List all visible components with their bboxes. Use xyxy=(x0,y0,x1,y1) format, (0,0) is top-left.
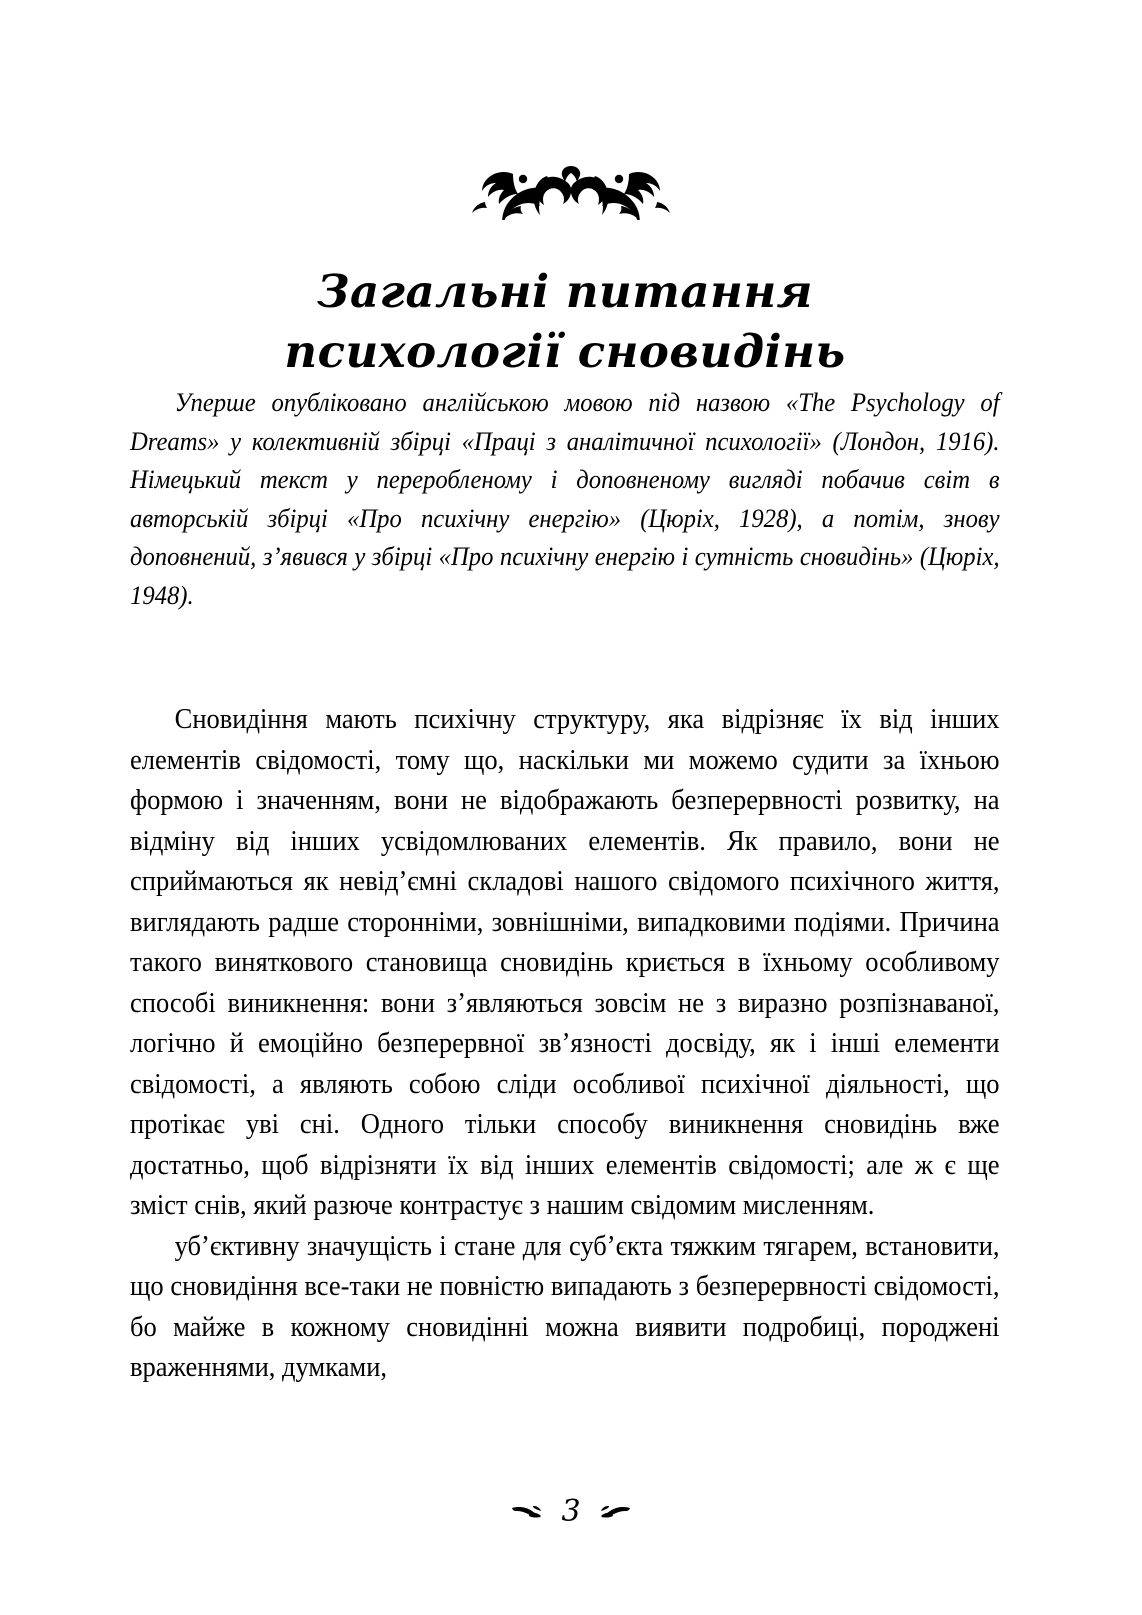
body-paragraph-2: уб’єктивну значущість і стане для суб’єкта тяжким тягарем, встановити, що сновидіння все-таки не повністю випадають з безперервності свідомості, бо майже в кожному сновидінні можна виявити подробиці, породжені враженнями, думками, xyxy=(130,1230,1000,1383)
body-paragraph-1: Сновидіння мають психічну структуру, яка відрізняє їх від інших елементів свідомості, тому що, наскільки ми можемо судити за їхньою формою і значенням, вони не відображають безперервності розвитку, на відміну від інших усвідомлюваних елементів. Як правило, вони не сприймаються як невід’ємні складові нашого свідомого психічного життя, виглядають радше сторонніми, зовнішніми, випадковими подіями. Причина такого виняткового становища сновидінь криється в їхньому особливому способі виникнення: вони з’являються зовсім не з виразно розпізнаваної, логічно й емоційно безперервної зв’язності досвіду, як і інші елементи свідомості, а являють собою сліди особливої психічної діяльності, що протікає уві сні. Одного тільки способу виникнення сновидінь вже достатньо, щоб відрізняти їх від інших елементів свідомості; але ж є ще зміст снів, який разюче контрастує з нашим свідомим мисленням. xyxy=(130,704,1000,1221)
page-footer xyxy=(0,1494,1142,1529)
page-title-line-1: Загальні питання xyxy=(317,265,813,319)
floral-flourish-ornament-icon xyxy=(451,158,691,220)
page-title xyxy=(130,262,1000,382)
page-number: 3 xyxy=(561,1494,581,1529)
publication-note: Уперше опубліковано англійською мовою під назвою «The Psychology of Dreams» у колективній збірці «Праці з аналітичної психології» (Лондон, 1916). Німецький текст у переробленому і доповненому вигляді побачив світ в авторській збірці «Про психічну енергію» (Цюріх, 1928), а потім, знову доповнений, з’явився у збірці «Про психічну енергію і сутність сновидінь» (Цюріх, 1948). xyxy=(130,387,1000,610)
header-ornament xyxy=(0,158,1142,220)
leaf-flourish-right-icon xyxy=(598,1504,632,1520)
leaf-flourish-left-icon xyxy=(510,1504,544,1520)
page-title-line-2: психології сновидінь xyxy=(284,325,846,379)
body-text xyxy=(130,700,1000,1389)
